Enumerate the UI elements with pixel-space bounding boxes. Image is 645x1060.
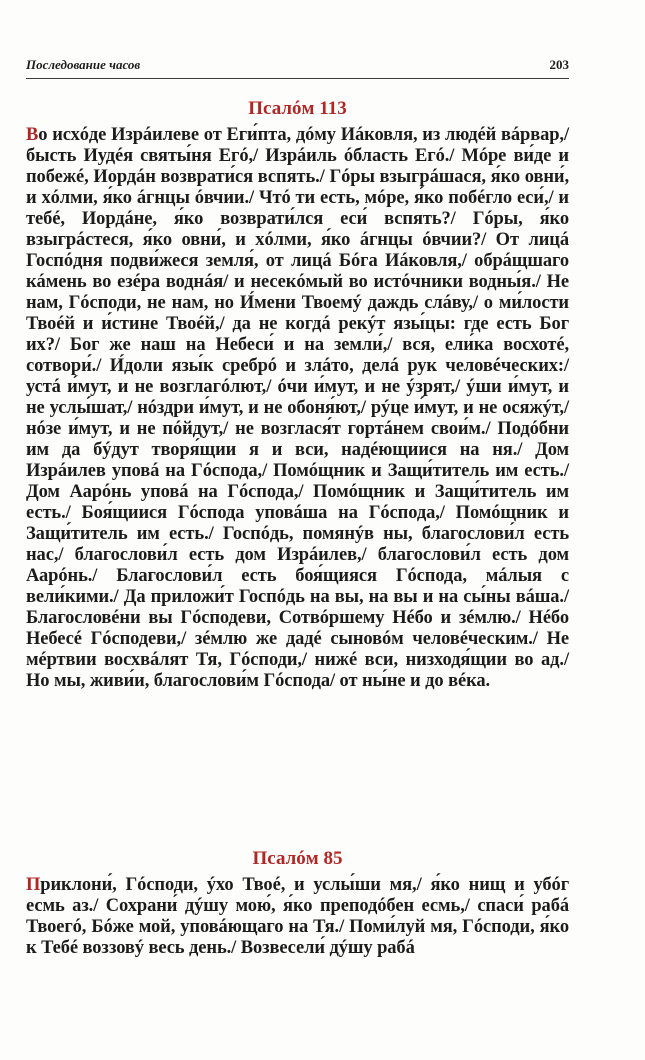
psalm-113-initial: В [26,125,39,145]
psalm-85-text [26,875,569,959]
running-header [26,56,569,79]
page-number: 203 [549,57,569,72]
psalm-85-initial: П [26,875,41,895]
header-title: Последование часов [26,57,141,72]
psalm-113-title: Псалóм 113 [248,98,347,119]
psalm-85-title: Псалóм 85 [252,848,343,869]
psalm-85-body: риклони́, Гóсподи, ýхо Твоé, и услы́ши мя,/ я́ко нищ и убóг есмь аз./ Сохрани́ дýшу мою́, я́ко преподóбен есмь,/ спаси́ рабá Твоегó, Бóже мой, уповáющаго на Тя./ Поми́луй мя, Гóсподи, я́ко к Тебé воззовý весь день./ Возвесели́ дýшу рабá [26,875,569,958]
psalm-113-text [26,125,569,692]
psalm-113-body: о исхóде Изрáилеве от Еги́пта, дóму Иáковля, из людéй вáрвар,/ бысть Иудéя святы́ня Егó,/ Изрáиль óбласть Егó./ Мóре ви́де и побежé, Иордáн возврати́ся вспять./ Гóры взыгрáшася, я́ко овни́, и хóлми, я́ко áгнцы óвчии./ Чтó ти есть, мóре, я́ко побéгло еси́,/ и тебé, Иордáне, я́ко возврати́лся еси́ вспять?/ Гóры, я́ко взыгрáстеся, я́ко овни́, и хóлми, я́ко áгнцы óвчии?/ От лицá Госпóдня подви́жеся земля́, от лицá Бóга Иáковля,/ обрáщшаго кáмень во езéра воднáя/ и несекóмый во истóчники водны́я./ Не нам, Гóсподи, не нам, но И́мени Твоемý даждь слáву,/ о ми́лости Твоéй и и́стине Твоéй,/ да не когдá рекýт язы́цы: где есть Бог их?/ Бог же наш на Небеси́ и на земли́,/ вся, ели́ка восхотé, сотвори́./ И́доли язы́к сребрó и злáто, делá рук человéческих:/ устá и́мут, и не возглагóлют,/ óчи и́мут, и не ýзрят,/ ýши и́мут, и не услы́шат,/ нóздри и́мут, и не обоня́ют,/ рýце и́мут, и не осяжýт,/ нóзе и́мут, и не пóйдут,/ не возглася́т гортáнем свои́м./ Подóбни им да бýдут творя́щии я и вси, надéющиися на ня./ Дом Изрáилев уповá на Гóспода,/ Помóщник и Защи́титель им есть./ Дом Аарóнь уповá на Гóспода,/ Помóщник и Защи́титель им есть./ Боя́щиися Гóспода уповáша на Гóспода,/ Помóщник и Защи́титель им есть./ Госпóдь, помянýв ны, благослови́л есть нас,/ благослови́л есть дом Изрáилев,/ благослови́л есть дом Аарóнь./ Благослови́л есть боя́щияся Гóспода, мáлыя с вели́кими./ Да приложи́т Госпóдь на вы, на вы и на сы́ны вáша./ Благословéни вы Гóсподеви, Сотвóршему Нéбо и зéмлю./ Нéбо Небесé Гóсподеви,/ зéмлю же дадé сыновóм человéческим./ Не мéртвии восхвáлят Тя, Гóсподи,/ нижé вси, низходя́щии во ад./ Но мы, живи́и, благослови́м Гóспода/ от ны́не и до вéка. [26,125,569,691]
